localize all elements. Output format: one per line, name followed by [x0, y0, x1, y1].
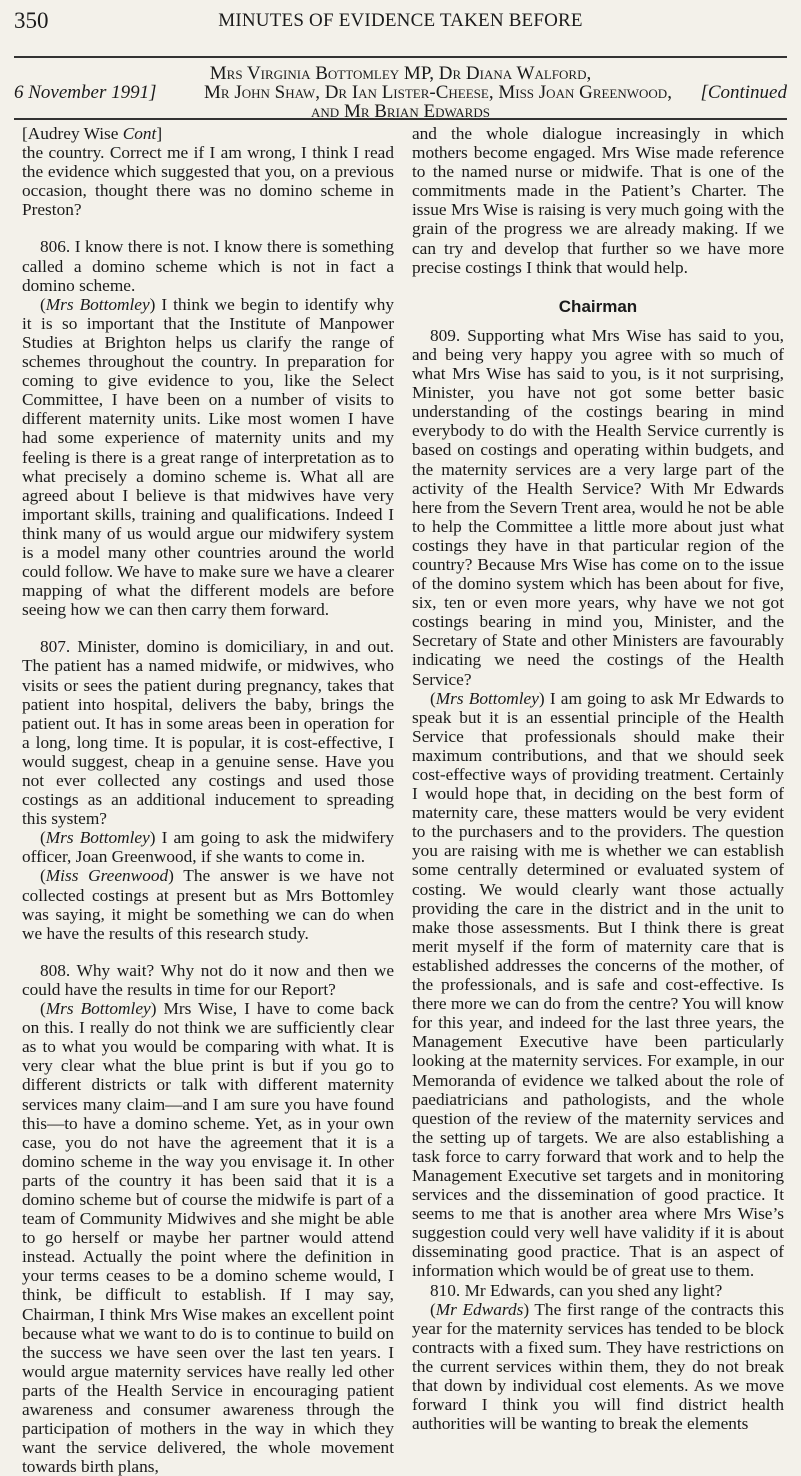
- top-rule: [14, 56, 787, 58]
- answer-807: (Mrs Bottomley) I am going to ask the midwifery officer, Joan Greenwood, if she wants to come in.: [22, 828, 394, 867]
- answer-810: (Mr Edwards) The first range of the contracts this year for the maternity services has tended to be block contracts with a fixed sum. They have restrictions on the current services within them, they do not break that down by individual cost elements. As we move forward I think you will find district health authorities will be wanting to break the elements: [412, 1299, 784, 1434]
- session-date: 6 November 1991]: [14, 82, 157, 103]
- question-808: 808. Why wait? Why not do it now and then we could have the results in time for our Report?: [22, 960, 394, 999]
- witness-line-3: and Mr Brian Edwards: [311, 101, 490, 122]
- page-number: 350: [14, 8, 49, 33]
- witness-header: [14, 62, 787, 122]
- question-810: 810. Mr Edwards, can you shed any light?: [430, 1280, 723, 1300]
- speaker-name: Mr Edwards: [435, 1299, 524, 1319]
- chairman-heading: Chairman: [558, 296, 638, 316]
- answer-806: (Mrs Bottomley) I think we begin to identify why it is so important that the Institute of Manpower Studies at Brighton helps us clarify the range of schemes throughout the country. In preparation for coming to give evidence to you, like the Select Committee, I have been on a number of visits to different maternity units. Like most women I have had some experience of maternity units and my feeling is there is a great range of interpretation as to what precisely a domino scheme is. What all are agreed about I believe is that midwives have very important skills, training and qualifications. Indeed I think many of us would argue our midwifery system is a model many other countries around the world could follow. We have to make sure we have a clearer mapping of what the different models are before seeing how we can then carry them forward.: [22, 294, 394, 620]
- speaker-name: Miss Greenwood: [45, 866, 169, 886]
- running-title: MINUTES OF EVIDENCE TAKEN BEFORE: [218, 10, 583, 31]
- speaker-name: Mrs Bottomley: [45, 999, 151, 1019]
- answer-text: I am going to ask Mr Edwards to speak but it is an essential principle of the Health Service that professionals should make their maximum contributions, and that we should seek cost-effective ways of providing treatment. Certainly I would hope that, in deciding on the best form of maternity care, these matters would be very evident to the purchasers and to the providers. The question you are raising with me is whether we can establish some centrally determined or evaluated system of costing. We would clearly want those actually providing the care in the district and in the unit to make those assessments. But I think there is great merit myself if the form of maternity care that is established addresses the concerns of the mother, of the professionals, and is safe and cost-effective. Is there more we can do from the centre? You will know for this year, and indeed for the last three years, the Management Executive have been particularly looking at the maternity services. For example, in our Memoranda of evidence we talked about the role of paediatricians and pathologists, and the whole question of the review of the maternity services and the setting up of targets. We are also establishing a task force to carry forward that work and to help the Management Executive set targets and in monitoring services and the dissemination of good practice. It seems to me that is another area where Mrs Wise’s suggestion could very well have validity if it is about disseminating good practice. That is an aspect of information which would be of great use to them.: [412, 688, 784, 1281]
- speaker-name: Mrs Bottomley: [45, 294, 150, 314]
- answer-text: Mrs Wise, I have to come back on this. I really do not think we are sufficiently clear as to what you would be comparing with what. It is very clear what the blue print is but if you go to different districts or talk with different maternity services many claim—and I am sure you have found this—to have a domino scheme. Yet, as in your own case, you do not have the agreement that it is a domino scheme in the way you envisage it. In other parts of the country it has been said that it is a domino scheme but of course the midwife is part of a team of Community Midwives and she might be able to go herself or maybe her partner would attend instead. Actually the point where the definition in your terms ceases to be a domino scheme would, I think, be difficult to establish. If I may say, Chairman, I think Mrs Wise makes an excellent point because what we want to do is to continue to build on the success we have seen over the last ten years. I would argue maternity services have really led other parts of the Health Service in encouraging patient awareness and consumer awareness through the participation of mothers in the way in which they want the service delivered, the whole movement towards birth plans,: [22, 999, 394, 1476]
- answer-809: (Mrs Bottomley) I am going to ask Mr Edwards to speak but it is an essential principle of the Health Service that professionals should make their maximum contributions, and that we should seek cost-effective ways of providing treatment. Certainly I would hope that, in deciding on the best form of maternity care, these matters would be very evident to the purchasers and to the providers. The question you are raising with me is whether we can establish some centrally determined or evaluated system of costing. We would clearly want those actually providing the care in the district and in the unit to make those assessments. But I think there is great merit myself if the form of maternity care that is established addresses the concerns of the mother, of the professionals, and is safe and cost-effective. Is there more we can do from the centre? You will know for this year, and indeed for the last three years, the Management Executive have been particularly looking at the maternity services. For example, in our Memoranda of evidence we talked about the role of paediatricians and pathologists, and the whole question of the review of the maternity services and the setting up of targets. We are also establishing a task force to carry forward that work and to help the Management Executive set targets and in monitoring services and the dissemination of good practice. It seems to me that is another area where Mrs Wise’s suggestion could very well have validity if it is about disseminating good practice. That is an aspect of information which would be of great use to them.: [412, 688, 784, 1281]
- answer-808: (Mrs Bottomley) Mrs Wise, I have to come back on this. I really do not think we are sufficiently clear as to what you would be comparing with what. It is very clear what the blue print is but if you go to different districts or talk with different maternity services many claim—and I am sure you have found this—to have a domino scheme. Yet, as in your own case, you do not have the agreement that it is a domino scheme in the way you envisage it. In other parts of the country it has been said that it is a domino scheme but of course the midwife is part of a team of Community Midwives and she might be able to go herself or maybe her partner would attend instead. Actually the point where the definition in your terms ceases to be a domino scheme would, I think, be difficult to establish. If I may say, Chairman, I think Mrs Wise makes an excellent point because what we want to do is to continue to build on the success we have seen over the last ten years. I would argue maternity services have really led other parts of the Health Service in encouraging patient awareness and consumer awareness through the participation of mothers in the way in which they want the service delivered, the whole movement towards birth plans,: [22, 999, 394, 1476]
- speaker-name: Mrs Bottomley: [435, 688, 539, 708]
- witness-line-2: Mr John Shaw, Dr Ian Lister-Cheese, Miss Joan Greenwood,: [204, 82, 672, 103]
- speaker-tag: [Audrey Wise Cont]: [22, 124, 163, 143]
- answer-text: The first range of the contracts this year for the maternity services has tended to be block contracts with a fixed sum. They have restrictions on the current services within them, they do not break that down by individual cost elements. As we move forward I think you will find district health authorities will be wanting to break the elements: [412, 1299, 784, 1434]
- continued-label: [Continued: [700, 82, 787, 103]
- running-head: [14, 8, 787, 38]
- answer-807-greenwood: (Miss Greenwood) The answer is we have not collected costings at present but as Mrs Bottomley was saying, it might be something we can do when we have the results of this research study.: [22, 866, 394, 943]
- left-column: [22, 124, 394, 1476]
- question-806: 806. I know there is not. I know there is something called a domino scheme which is not in fact a domino scheme.: [22, 237, 394, 295]
- paragraph-continued: the country. Correct me if I am wrong, I think I read the evidence which suggested that you, on a previous occasion, thought there was no domino scheme in Preston?: [22, 143, 394, 220]
- speaker-tag-name: [Audrey Wise: [22, 124, 119, 143]
- witness-line-1: Mrs Virginia Bottomley MP, Dr Diana Walford,: [209, 63, 592, 84]
- question-809: 809. Supporting what Mrs Wise has said to you, and being very happy you agree with so much of what Mrs Wise has said to you, is it not surprising, Minister, you have not got some better basic understanding of the costings bearing in mind everybody to do with the Health Service currently is based on costings and operating within budgets, and the maternity services are a very large part of the activity of the Health Service? With Mr Edwards here from the Severn Trent area, would he not be able to help the Committee a little more about just what costings they have in that particular region of the country? Because Mrs Wise has come on to the issue of the domino system which has been about for five, six, ten or even more years, why have we not got costings bearing in mind you, Minister, and the Secretary of State and other Ministers are favourably indicating we need the costings of the Health Service?: [412, 325, 784, 689]
- answer-text: I am going to ask the midwifery officer, Joan Greenwood, if she wants to come in.: [22, 828, 394, 867]
- question-807: 807. Minister, domino is domiciliary, in and out. The patient has a named midwife, or midwives, who visits or sees the patient during pregnancy, takes that patient into hospital, delivers the baby, brings the patient out. It has in some areas been in operation for a long, long time. It is popular, it is cost-effective, I would suggest, cheap in a genuine sense. Have you not ever collected any costings and used those costings as an additional inducement to spreading this system?: [22, 637, 394, 829]
- header-bottom-rule: [14, 118, 787, 120]
- speaker-name: Mrs Bottomley: [45, 828, 150, 848]
- right-column: [412, 124, 784, 1433]
- answer-text: I think we begin to identify why it is so important that the Institute of Manpower Studies at Brighton helps us clarify the range of schemes throughout the country. In preparation for coming to give evidence to you, like the Select Committee, I have been on a number of visits to different maternity units. Like most women I have had some experience of maternity units and my feeling is there is a great range of interpretation as to what precisely a domino scheme is. What all are agreed about I believe is that midwives have very important skills, training and qualifications. Indeed I think many of us would argue our midwifery system is a model many other countries around the world could follow. We have to make sure we have a clearer mapping of what the different models are before seeing how we can then carry them forward.: [22, 294, 394, 620]
- answer-text: The answer is we have not collected costings at present but as Mrs Bottomley was saying, it might be something we can do when we have the results of this research study.: [22, 866, 394, 943]
- paragraph-continued: and the whole dialogue increasingly in which mothers become engaged. Mrs Wise made reference to the named nurse or midwife. That is one of the commitments made in the Patient’s Charter. The issue Mrs Wise is raising is very much going with the grain of the progress we are already making. If we can try and develop that further so we have more precise costings I think that would help.: [412, 124, 784, 277]
- speaker-tag-cont: Cont: [122, 124, 157, 143]
